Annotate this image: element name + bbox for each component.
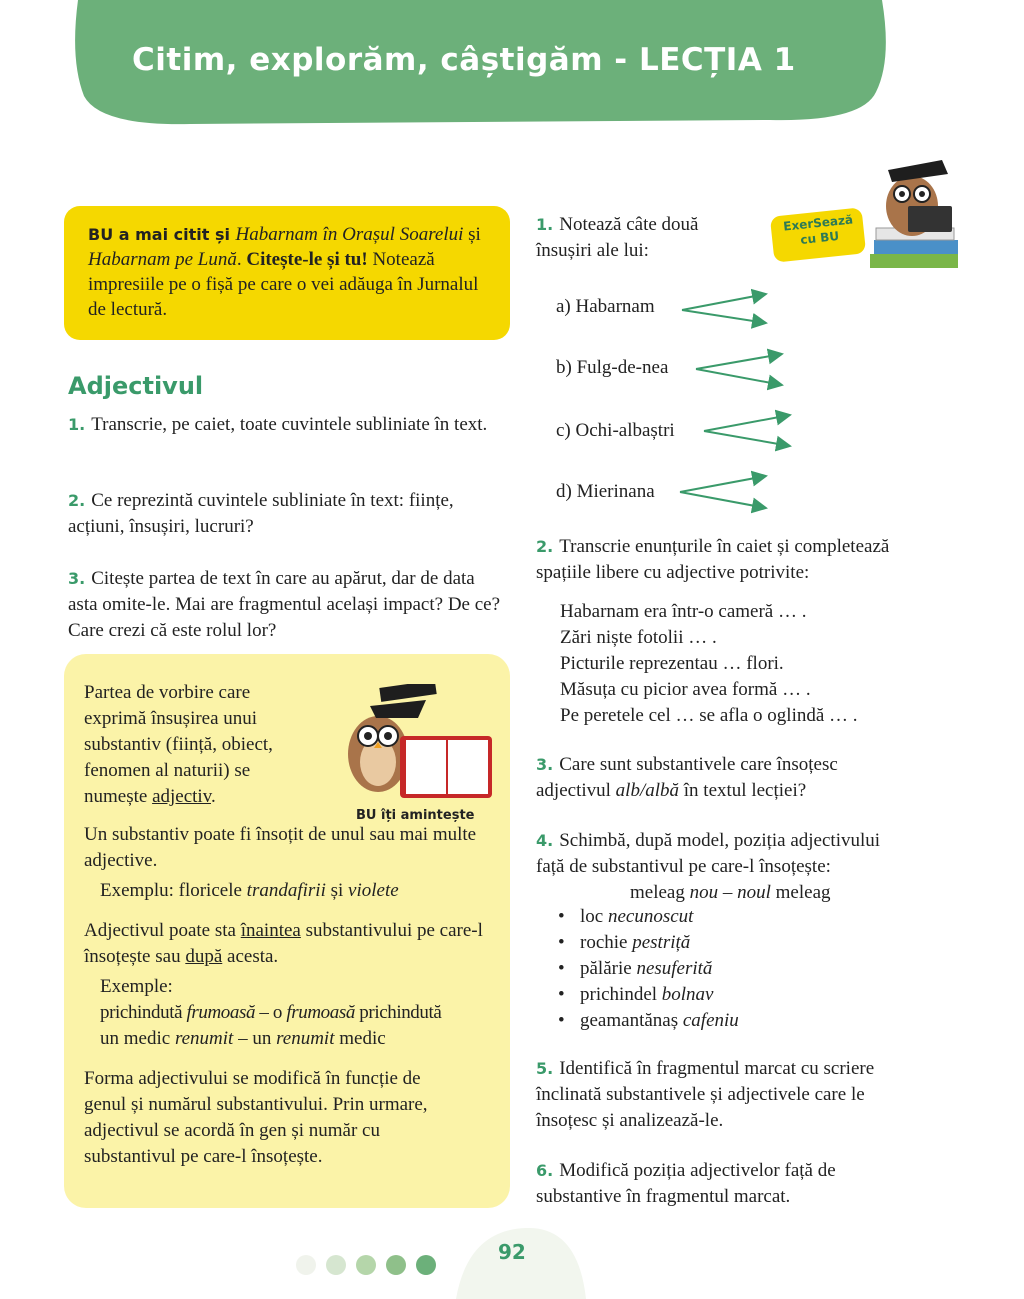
right-exercise-1-line2: însușiri ale lui:: [536, 240, 649, 261]
right-exercise-6-line2: substantive în fragmentul marcat.: [536, 1186, 791, 1207]
list-item: [558, 930, 739, 956]
book-title: Habarnam în Orașul Soarelui: [235, 224, 464, 245]
reminder-paragraph-3: [84, 918, 494, 970]
exercise-number: 3.: [68, 569, 86, 588]
owl-reading-icon: [330, 684, 496, 806]
reminder-text: acesta.: [222, 946, 279, 967]
example-3: [100, 1026, 386, 1052]
definition-text: .: [210, 786, 216, 807]
example-text: Exemplu: floricele: [100, 880, 247, 901]
model-adjective: nou: [689, 882, 719, 903]
character-fulg-de-nea: b) Fulg-de-nea: [556, 357, 669, 378]
item-noun: geamantănaș: [580, 1010, 683, 1031]
sentence: Măsuța cu picior avea formă … .: [560, 679, 811, 700]
exercise-number: 2.: [536, 537, 554, 556]
model-text: meleag: [770, 882, 831, 903]
example-adjective: renumit: [174, 1028, 234, 1049]
exercise-number: 3.: [536, 755, 554, 774]
right-exercise-6-line1: [536, 1158, 836, 1184]
exercise-text: adjectivul: [536, 780, 616, 801]
footer-decoration: [296, 1220, 586, 1299]
exercise-left-1: [68, 412, 508, 438]
item-adjective: bolnav: [661, 984, 714, 1005]
example-adjective: frumoasă: [286, 1002, 355, 1023]
item-noun: loc: [580, 906, 608, 927]
definition-term: adjectiv: [152, 786, 211, 807]
exercise-left-3: [68, 566, 508, 644]
right-exercise-4-line2: față de substantivul pe care-l însoțește:: [536, 856, 831, 877]
right-exercise-5-line1: [536, 1056, 874, 1082]
exercise-text: Modifică poziția adjectivelor față de: [559, 1160, 836, 1181]
example-text: un medic: [100, 1028, 175, 1049]
example-2: [100, 1000, 441, 1026]
model-items-list: [558, 904, 739, 1034]
exercise-text: Identifică în fragmentul marcat cu scriere: [559, 1058, 875, 1079]
reminder-text: substantivului pe care-l însoțește sau: [84, 920, 483, 967]
example-text: – o: [255, 1002, 287, 1023]
reading-note-cta: Citește-le și tu!: [246, 249, 368, 270]
sentence: Zări niște fotolii … .: [560, 627, 717, 648]
exercise-text: Notează câte două: [559, 214, 699, 235]
page-title: Citim, explorăm, câștigăm - LECȚIA 1: [132, 42, 796, 78]
book-title: Habarnam pe Lună: [88, 249, 237, 270]
example-text: și: [325, 880, 349, 901]
reading-note-text: [88, 222, 498, 322]
example-text: medic: [334, 1028, 386, 1049]
list-item: [558, 956, 739, 982]
reminder-paragraph-2: Un substantiv poate fi însoțit de unul sau mai multe adjective.: [84, 824, 477, 871]
example-adjective: frumoasă: [186, 1002, 256, 1023]
sentence: Picturile reprezentau … flori.: [560, 653, 784, 674]
underlined-term: după: [185, 946, 223, 967]
example-adjective: trandafirii: [246, 880, 326, 901]
bu-label: BU: [88, 225, 114, 244]
right-exercise-3-line2: [536, 778, 806, 804]
item-adjective: necunoscut: [607, 906, 694, 927]
item-noun: rochie: [580, 932, 633, 953]
reading-note-part: Notează impresiile pe o fișă pe care o vei adăuga în Jurnalul de lectură.: [88, 249, 479, 320]
exercise-number: 2.: [68, 491, 86, 510]
page-number: 92: [498, 1240, 526, 1264]
item-adjective: pestriță: [632, 932, 691, 953]
exercise-left-2: [68, 488, 508, 540]
section-title: Adjectivul: [68, 372, 204, 400]
exercise-text: Transcrie enunțurile în caiet și completează: [559, 536, 890, 557]
owl-badge-label: ExerSează cu BU: [782, 212, 854, 247]
right-exercise-2-line1: [536, 534, 889, 560]
right-exercise-5-line3: însoțesc și analizează-le.: [536, 1110, 724, 1131]
list-item: [558, 1008, 739, 1034]
right-exercise-5-line2: înclinată substantivele și adjectivele care le: [536, 1084, 865, 1105]
reading-note-part: .: [236, 249, 247, 270]
adjective-definition: [84, 680, 316, 810]
adjective: alb/albă: [615, 780, 680, 801]
right-exercise-1-line1: [536, 212, 698, 238]
list-item: [558, 904, 739, 930]
exercise-text: Care sunt substantivele care însoțesc: [559, 754, 838, 775]
character-mierinana: d) Mierinana: [556, 481, 655, 502]
example-adjective: renumit: [276, 1028, 335, 1049]
right-exercise-4-line1: [536, 828, 880, 854]
exercise-number: 4.: [536, 831, 554, 850]
exercise-text: în textul lecției?: [679, 780, 807, 801]
arrows-diagram: [660, 280, 800, 520]
exercise-text: Schimbă, după model, poziția adjectivului: [559, 830, 881, 851]
sentence: Habarnam era într-o cameră … .: [560, 601, 807, 622]
example-adjective: violete: [348, 880, 399, 901]
example-1: [100, 878, 500, 904]
model-text: meleag: [630, 882, 690, 903]
character-habarnam: a) Habarnam: [556, 296, 655, 317]
definition-text: Partea de vorbire care exprimă însușirea unui substantiv (ființă, obiect, fenomen al naturii) se numește: [84, 682, 273, 807]
exercise-text: Citește partea de text în care au apărut, dar de data asta omite-le. Mai are fragmentul același impact? De ce? Care crezi că este rolul lor?: [68, 568, 501, 641]
reading-note-part: a mai citit și: [113, 225, 236, 244]
example-text: prichindută: [100, 1002, 187, 1023]
exercise-number: 6.: [536, 1161, 554, 1180]
reminder-label: BU îți amintește: [356, 808, 475, 823]
item-noun: pălărie: [580, 958, 637, 979]
item-adjective: cafeniu: [682, 1010, 739, 1031]
reading-note-part: și: [463, 224, 481, 245]
model-adjective: noul: [737, 882, 771, 903]
character-ochi-albastri: c) Ochi-albaștri: [556, 420, 675, 441]
model-example: [630, 880, 831, 906]
exercise-text: Ce reprezintă cuvintele subliniate în text: ființe, acțiuni, însușiri, lucruri?: [68, 490, 454, 537]
list-item: [558, 982, 739, 1008]
underlined-term: înaintea: [240, 920, 301, 941]
reminder-text: Adjectivul poate sta: [84, 920, 241, 941]
item-noun: prichindel: [580, 984, 662, 1005]
owl-laptop-icon: [862, 156, 962, 276]
right-exercise-2-line2: spațiile libere cu adjective potrivite:: [536, 562, 810, 583]
example-text: – un: [233, 1028, 277, 1049]
exercise-number: 5.: [536, 1059, 554, 1078]
sentence: Pe peretele cel … se afla o oglindă … .: [560, 705, 858, 726]
examples-label: Exemple:: [100, 976, 173, 997]
exercise-number: 1.: [536, 215, 554, 234]
model-text: –: [718, 882, 738, 903]
example-text: prichindută: [354, 1002, 442, 1023]
right-exercise-3-line1: [536, 752, 838, 778]
item-adjective: nesuferită: [636, 958, 713, 979]
exercise-number: 1.: [68, 415, 86, 434]
reminder-paragraph-4: Forma adjectivului se modifică în funcție de genul și numărul substantivului. Prin urmare, adjectivul se acordă în gen și număr cu substantivul pe care-l însoțește.: [84, 1068, 428, 1167]
exercise-text: Transcrie, pe caiet, toate cuvintele subliniate în text.: [91, 414, 488, 435]
